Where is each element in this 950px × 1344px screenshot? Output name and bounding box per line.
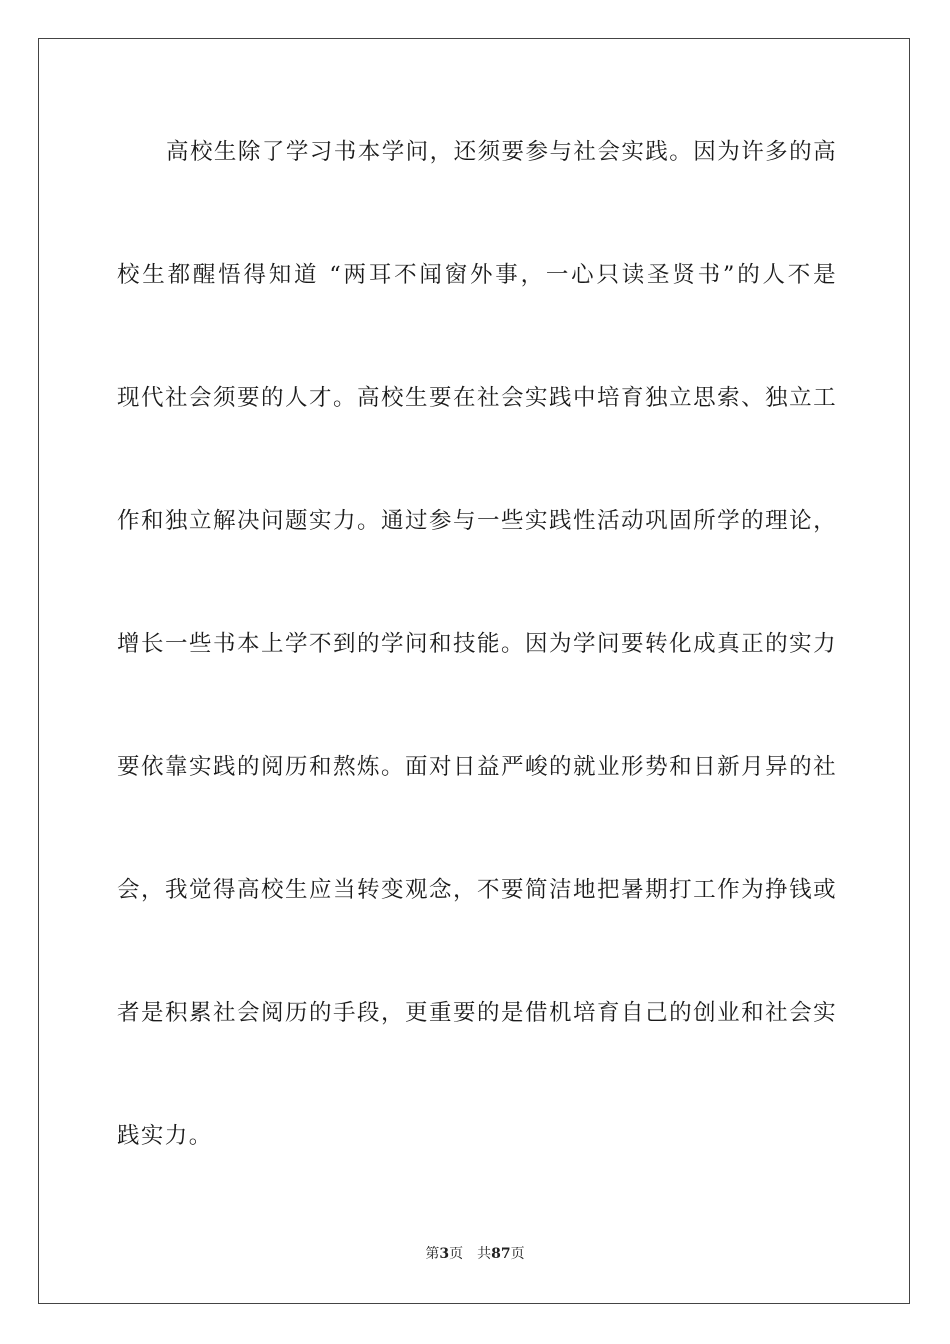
paragraph-line: 现代社会须要的人才。高校生要在社会实践中培育独立思索、独立工: [117, 385, 837, 411]
total-prefix: 共: [477, 1246, 492, 1262]
paragraph-line: 践实力。: [117, 1123, 213, 1149]
paragraph-line: 校生都醒悟得知道 “两耳不闻窗外事，一心只读圣贤书”的人不是: [117, 262, 837, 288]
total-suffix: 页: [510, 1246, 525, 1262]
page-prefix: 第: [425, 1246, 440, 1262]
paragraph-line: 高校生除了学习书本学问，还须要参与社会实践。因为许多的高: [166, 139, 837, 165]
paragraph-line: 作和独立解决问题实力。通过参与一些实践性活动巩固所学的理论，: [117, 508, 837, 534]
page-number: 3: [439, 1246, 450, 1262]
total-pages: 87: [491, 1246, 511, 1262]
paragraph-line: 增长一些书本上学不到的学问和技能。因为学问要转化成真正的实力: [117, 631, 837, 657]
paragraph-line: 者是积累社会阅历的手段，更重要的是借机培育自己的创业和社会实: [117, 1000, 837, 1026]
page-footer: [0, 1245, 950, 1263]
paragraph-line: 会，我觉得高校生应当转变观念，不要简洁地把暑期打工作为挣钱或: [117, 877, 837, 903]
page-suffix: 页: [449, 1246, 464, 1262]
paragraph-line: 要依靠实践的阅历和熬炼。面对日益严峻的就业形势和日新月异的社: [117, 754, 837, 780]
page-border: [38, 38, 910, 1304]
